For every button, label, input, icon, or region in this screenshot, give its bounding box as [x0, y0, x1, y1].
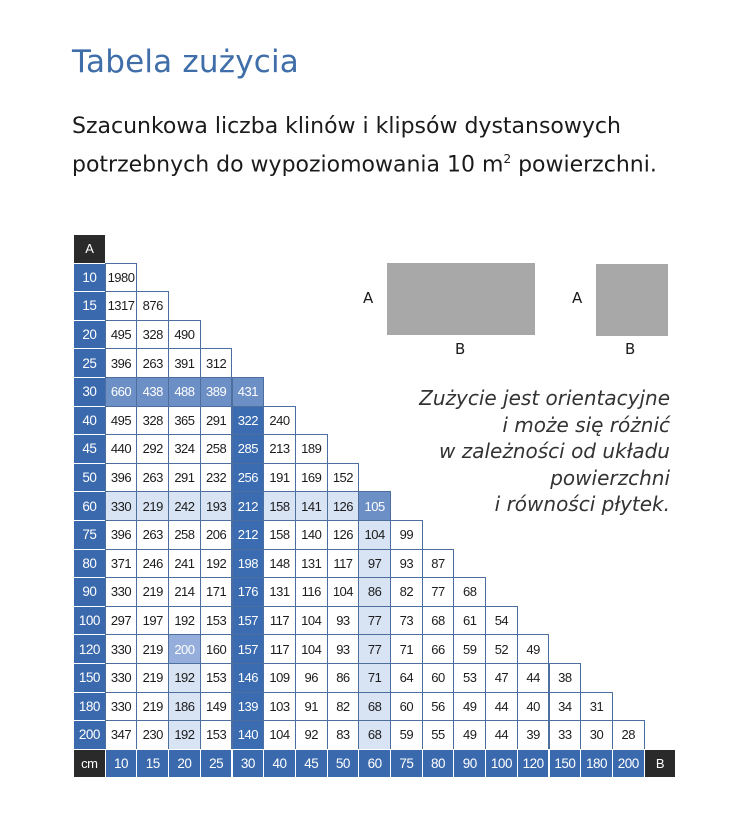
table-cell: 55	[422, 720, 455, 750]
table-cell: 104	[327, 577, 360, 607]
table-cell: 33	[549, 720, 582, 750]
table-cell: 297	[105, 606, 138, 636]
table-cell: 258	[168, 520, 201, 550]
note-line: i może się różnić	[502, 412, 670, 437]
corner-label-a: A	[73, 234, 106, 264]
table-cell: 104	[295, 634, 328, 664]
table-cell: 34	[549, 692, 582, 722]
table-cell: 68	[358, 692, 391, 722]
table-cell: 192	[200, 549, 233, 579]
row-header: 10	[73, 263, 106, 293]
table-cell: 1317	[105, 291, 138, 321]
column-header: 150	[549, 749, 582, 779]
table-cell: 312	[200, 348, 233, 378]
table-cell: 59	[453, 634, 486, 664]
table-cell: 157	[232, 606, 265, 636]
table-cell: 389	[200, 377, 233, 407]
table-cell: 495	[105, 320, 138, 350]
table-cell: 40	[517, 692, 550, 722]
column-header: 200	[612, 749, 645, 779]
table-cell: 213	[263, 434, 296, 464]
table-cell: 140	[295, 520, 328, 550]
table-cell: 396	[105, 463, 138, 493]
table-cell: 152	[327, 463, 360, 493]
table-cell: 153	[200, 720, 233, 750]
table-cell: 232	[200, 463, 233, 493]
table-cell: 140	[232, 720, 265, 750]
table-cell: 157	[232, 634, 265, 664]
table-cell: 153	[200, 606, 233, 636]
table-cell: 99	[390, 520, 423, 550]
table-cell: 176	[232, 577, 265, 607]
table-cell: 71	[358, 663, 391, 693]
row-header: 30	[73, 377, 106, 407]
table-cell: 160	[200, 634, 233, 664]
table-cell: 206	[200, 520, 233, 550]
row-header: 75	[73, 520, 106, 550]
table-cell: 186	[168, 692, 201, 722]
table-cell: 396	[105, 348, 138, 378]
row-header: 25	[73, 348, 106, 378]
table-cell: 490	[168, 320, 201, 350]
subtitle-superscript: 2	[503, 152, 512, 166]
row-header: 20	[73, 320, 106, 350]
table-cell: 149	[200, 692, 233, 722]
table-cell: 219	[136, 634, 169, 664]
table-cell: 131	[263, 577, 296, 607]
table-cell: 200	[168, 634, 201, 664]
table-cell: 54	[485, 606, 518, 636]
table-cell: 93	[390, 549, 423, 579]
table-cell: 263	[136, 520, 169, 550]
table-cell: 28	[612, 720, 645, 750]
table-cell: 126	[327, 491, 360, 521]
table-cell: 285	[232, 434, 265, 464]
table-cell: 219	[136, 491, 169, 521]
row-header: 40	[73, 406, 106, 436]
table-cell: 365	[168, 406, 201, 436]
table-cell: 59	[390, 720, 423, 750]
diagram2-label-a: A	[572, 289, 583, 307]
table-cell: 169	[295, 463, 328, 493]
table-cell: 153	[200, 663, 233, 693]
table-cell: 139	[232, 692, 265, 722]
row-header: 200	[73, 720, 106, 750]
table-cell: 30	[580, 720, 613, 750]
table-cell: 77	[422, 577, 455, 607]
column-header: 60	[358, 749, 391, 779]
table-cell: 330	[105, 634, 138, 664]
row-header: 100	[73, 606, 106, 636]
table-cell: 263	[136, 348, 169, 378]
table-cell: 117	[263, 606, 296, 636]
table-cell: 39	[517, 720, 550, 750]
table-cell: 191	[263, 463, 296, 493]
table-cell: 146	[232, 663, 265, 693]
row-header: 15	[73, 291, 106, 321]
subtitle-line-1: Szacunkowa liczba klinów i klipsów dystansowych	[72, 114, 621, 139]
corner-label-b: B	[644, 749, 677, 779]
column-header: 90	[453, 749, 486, 779]
column-header: 50	[327, 749, 360, 779]
column-header: 25	[200, 749, 233, 779]
note-line: w zależności od układu	[439, 439, 670, 463]
table-cell: 77	[358, 606, 391, 636]
table-cell: 158	[263, 520, 296, 550]
table-cell: 44	[485, 692, 518, 722]
table-cell: 31	[580, 692, 613, 722]
table-cell: 391	[168, 348, 201, 378]
column-header: 10	[105, 749, 138, 779]
table-cell: 64	[390, 663, 423, 693]
table-cell: 440	[105, 434, 138, 464]
table-cell: 82	[327, 692, 360, 722]
table-cell: 328	[136, 320, 169, 350]
table-cell: 240	[263, 406, 296, 436]
table-cell: 53	[453, 663, 486, 693]
table-cell: 86	[327, 663, 360, 693]
table-cell: 330	[105, 491, 138, 521]
table-cell: 263	[136, 463, 169, 493]
table-cell: 49	[453, 720, 486, 750]
table-cell: 83	[327, 720, 360, 750]
table-cell: 96	[295, 663, 328, 693]
table-cell: 68	[453, 577, 486, 607]
column-header: 120	[517, 749, 550, 779]
diagram2-label-b: B	[625, 340, 636, 358]
table-cell: 495	[105, 406, 138, 436]
table-cell: 431	[232, 377, 265, 407]
table-cell: 77	[358, 634, 391, 664]
table-cell: 66	[422, 634, 455, 664]
table-cell: 52	[485, 634, 518, 664]
row-header: 45	[73, 434, 106, 464]
table-cell: 241	[168, 549, 201, 579]
table-cell: 117	[327, 549, 360, 579]
table-cell: 87	[422, 549, 455, 579]
table-cell: 328	[136, 406, 169, 436]
table-cell: 49	[517, 634, 550, 664]
table-cell: 330	[105, 577, 138, 607]
table-cell: 131	[295, 549, 328, 579]
table-cell: 148	[263, 549, 296, 579]
table-cell: 258	[200, 434, 233, 464]
table-cell: 212	[232, 491, 265, 521]
table-cell: 44	[517, 663, 550, 693]
column-header: 100	[485, 749, 518, 779]
table-cell: 291	[200, 406, 233, 436]
column-header: 20	[168, 749, 201, 779]
table-cell: 104	[295, 606, 328, 636]
table-cell: 117	[263, 634, 296, 664]
table-cell: 91	[295, 692, 328, 722]
table-cell: 97	[358, 549, 391, 579]
row-header: 180	[73, 692, 106, 722]
column-header: 180	[580, 749, 613, 779]
column-header: 15	[136, 749, 169, 779]
note-line: powierzchni	[550, 465, 670, 490]
table-cell: 192	[168, 720, 201, 750]
table-cell: 246	[136, 549, 169, 579]
table-cell: 242	[168, 491, 201, 521]
table-cell: 256	[232, 463, 265, 493]
table-cell: 198	[232, 549, 265, 579]
table-cell: 438	[136, 377, 169, 407]
table-cell: 105	[358, 491, 391, 521]
table-cell: 38	[549, 663, 582, 693]
table-cell: 322	[232, 406, 265, 436]
table-cell: 171	[200, 577, 233, 607]
table-cell: 49	[453, 692, 486, 722]
table-cell: 330	[105, 663, 138, 693]
table-cell: 68	[422, 606, 455, 636]
table-cell: 347	[105, 720, 138, 750]
table-cell: 60	[422, 663, 455, 693]
table-cell: 219	[136, 663, 169, 693]
table-cell: 192	[168, 663, 201, 693]
table-cell: 92	[295, 720, 328, 750]
column-header: 75	[390, 749, 423, 779]
table-cell: 60	[390, 692, 423, 722]
subtitle-line-2-post: powierzchni.	[511, 152, 657, 178]
table-cell: 396	[105, 520, 138, 550]
column-header: 30	[232, 749, 265, 779]
table-cell: 193	[200, 491, 233, 521]
table-cell: 192	[168, 606, 201, 636]
table-cell: 93	[327, 634, 360, 664]
row-header: 50	[73, 463, 106, 493]
table-cell: 219	[136, 577, 169, 607]
table-cell: 660	[105, 377, 138, 407]
table-cell: 71	[390, 634, 423, 664]
table-cell: 68	[358, 720, 391, 750]
table-cell: 488	[168, 377, 201, 407]
column-header: 40	[263, 749, 296, 779]
row-header: 120	[73, 634, 106, 664]
table-cell: 1980	[105, 263, 138, 293]
table-cell: 141	[295, 491, 328, 521]
table-cell: 104	[358, 520, 391, 550]
diagram1-label-b: B	[455, 340, 466, 358]
table-cell: 93	[327, 606, 360, 636]
table-cell: 103	[263, 692, 296, 722]
table-cell: 212	[232, 520, 265, 550]
table-cell: 109	[263, 663, 296, 693]
table-cell: 219	[136, 692, 169, 722]
table-cell: 189	[295, 434, 328, 464]
table-cell: 324	[168, 434, 201, 464]
table-cell: 158	[263, 491, 296, 521]
page-title: Tabela zużycia	[72, 44, 300, 80]
diagram1-label-a: A	[363, 289, 374, 307]
column-header: 45	[295, 749, 328, 779]
table-cell: 86	[358, 577, 391, 607]
table-cell: 230	[136, 720, 169, 750]
table-cell: 56	[422, 692, 455, 722]
table-cell: 197	[136, 606, 169, 636]
table-cell: 126	[327, 520, 360, 550]
table-cell: 876	[136, 291, 169, 321]
subtitle-line-2-pre: potrzebnych do wypoziomowania 10 m	[72, 152, 504, 178]
row-header: 80	[73, 549, 106, 579]
corner-label-cm: cm	[73, 749, 106, 779]
row-header: 60	[73, 491, 106, 521]
table-cell: 330	[105, 692, 138, 722]
table-cell: 371	[105, 549, 138, 579]
table-cell: 82	[390, 577, 423, 607]
table-cell: 73	[390, 606, 423, 636]
table-cell: 47	[485, 663, 518, 693]
row-header: 90	[73, 577, 106, 607]
table-cell: 291	[168, 463, 201, 493]
note-line: i równości płytek.	[494, 492, 670, 516]
note-line: Zużycie jest orientacyjne	[419, 386, 670, 410]
table-cell: 116	[295, 577, 328, 607]
table-cell: 61	[453, 606, 486, 636]
column-header: 80	[422, 749, 455, 779]
table-cell: 104	[263, 720, 296, 750]
table-cell: 214	[168, 577, 201, 607]
row-header: 150	[73, 663, 106, 693]
table-cell: 44	[485, 720, 518, 750]
table-cell: 292	[136, 434, 169, 464]
